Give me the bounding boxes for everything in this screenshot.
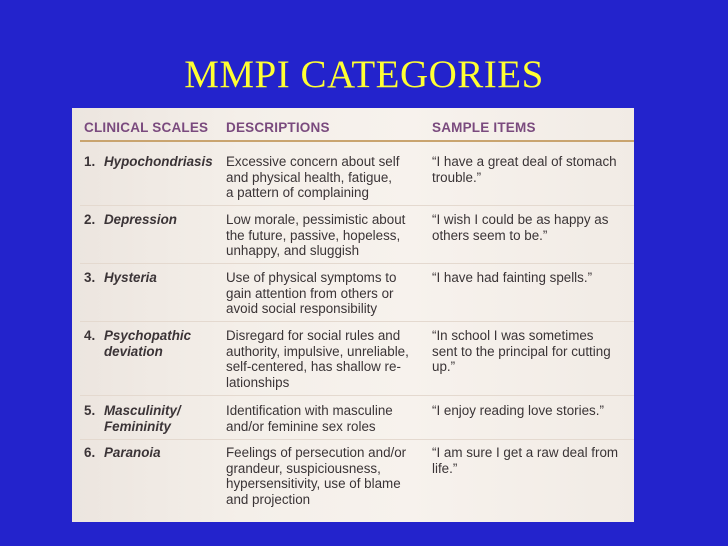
scale-number: 1. (84, 154, 96, 169)
mmpi-table-image (72, 108, 634, 522)
sample-item (432, 212, 632, 243)
sample-line: “I am sure I get a raw deal from (432, 445, 619, 460)
scale-description (226, 445, 436, 507)
row-divider (80, 395, 634, 396)
row-divider (80, 263, 634, 264)
description-line: self-centered, has shallow re- (226, 359, 401, 375)
description-line: avoid social responsibility (226, 301, 378, 317)
sample-line: up.” (432, 359, 456, 375)
scale-description (226, 328, 436, 390)
sample-line: “I enjoy reading love stories.” (432, 403, 604, 418)
description-line: hypersensitivity, use of blame (226, 476, 401, 492)
sample-line: “In school I was sometimes (432, 328, 594, 343)
scale-number: 6. (84, 445, 96, 460)
description-line: Low morale, pessimistic about (226, 212, 406, 227)
scale-label: Paranoia (104, 445, 161, 460)
table-header (72, 120, 634, 142)
sample-line: “I have a great deal of stomach (432, 154, 617, 169)
description-line: Excessive concern about self (226, 154, 400, 169)
slide-title: MMPI CATEGORIES (184, 53, 544, 96)
scale-label: Depression (104, 212, 177, 227)
row-divider (80, 321, 634, 322)
description-line: Use of physical symptoms to (226, 270, 397, 285)
description-line: the future, passive, hopeless, (226, 227, 401, 243)
scale-number: 4. (84, 328, 96, 343)
description-line: and physical health, fatigue, (226, 169, 393, 185)
sample-item (432, 445, 632, 476)
scale-name (84, 212, 224, 228)
row-divider (80, 439, 634, 440)
scale-label: Masculinity/ (104, 403, 181, 418)
header-descriptions: DESCRIPTIONS (226, 120, 330, 135)
scale-description (226, 212, 436, 259)
description-line: lationships (226, 374, 290, 390)
scale-number: 2. (84, 212, 96, 227)
sample-line: “I have had fainting spells.” (432, 270, 593, 285)
scale-label: Psychopathic (104, 328, 192, 343)
sample-item (432, 270, 632, 286)
description-line: Disregard for social rules and (226, 328, 401, 343)
scale-name (84, 154, 224, 170)
scale-label: Hysteria (104, 270, 157, 285)
scale-label: deviation (104, 343, 163, 359)
header-sample-items: SAMPLE ITEMS (432, 120, 536, 135)
scale-name (84, 445, 224, 461)
header-rule (80, 140, 634, 142)
scale-name (84, 328, 224, 359)
description-line: a pattern of complaining (226, 185, 369, 201)
scale-name (84, 270, 224, 286)
scale-label: Hypochondriasis (104, 154, 213, 169)
scale-number: 3. (84, 270, 96, 285)
scale-description (226, 154, 436, 201)
sample-line: “I wish I could be as happy as (432, 212, 609, 227)
sample-line: sent to the principal for cutting (432, 343, 611, 359)
scale-number: 5. (84, 403, 96, 418)
sample-line: others seem to be.” (432, 227, 548, 243)
scale-name (84, 403, 224, 434)
scale-description (226, 403, 436, 434)
scale-description (226, 270, 436, 317)
scale-label: Femininity (104, 418, 171, 434)
description-line: grandeur, suspiciousness, (226, 460, 381, 476)
description-line: Feelings of persecution and/or (226, 445, 407, 460)
row-divider (80, 205, 634, 206)
description-line: and/or feminine sex roles (226, 418, 376, 434)
description-line: Identification with masculine (226, 403, 393, 418)
sample-item (432, 154, 632, 185)
sample-item (432, 403, 632, 419)
description-line: and projection (226, 491, 311, 507)
header-clinical-scales: CLINICAL SCALES (84, 120, 209, 135)
sample-item (432, 328, 632, 375)
sample-line: life.” (432, 460, 458, 476)
description-line: authority, impulsive, unreliable, (226, 343, 409, 359)
description-line: unhappy, and sluggish (226, 243, 360, 259)
sample-line: trouble.” (432, 169, 482, 185)
description-line: gain attention from others or (226, 285, 394, 301)
